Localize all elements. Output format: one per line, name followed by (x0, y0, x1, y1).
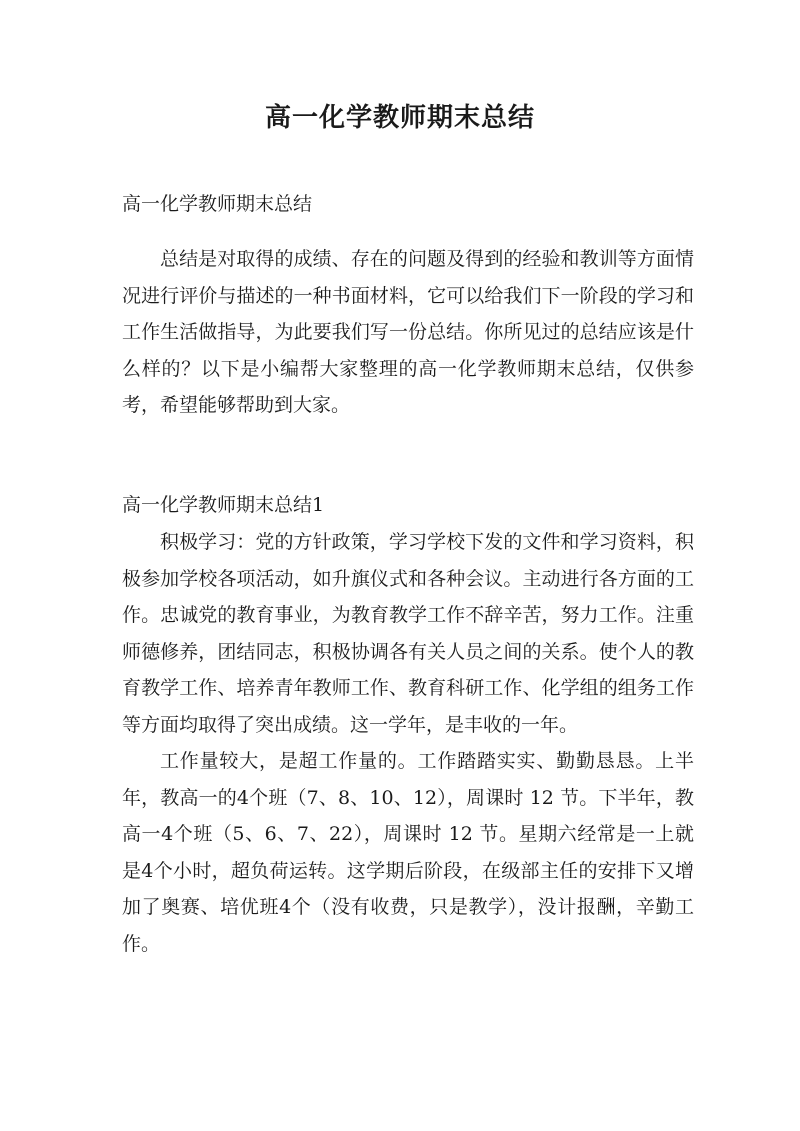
body-paragraph: 积极学习：党的方针政策，学习学校下发的文件和学习资料，积极参加学校各项活动，如升旗仪式和各种会议。主动进行各方面的工作。忠诚党的教育事业，为教育教学工作不辞辛苦，努力工作。注重师德修养，团结同志，积极协调各有关人员之间的关系。使个人的教育教学工作、培养青年教师工作、教育科研工作、化学组的组务工作等方面均取得了突出成绩。这一学年，是丰收的一年。 (122, 531, 694, 736)
body-paragraph: 工作量较大，是超工作量的。工作踏踏实实、勤勤恳恳。上半年，教高一的4个班（7、8、10、12），周课时 12 节。下半年，教高一4个班（5、6、7、22），周课时 12 节。星期六经常是一上就是4个小时，超负荷运转。这学期后阶段，在级部主任的安排下又增加了奥赛、培优班4个（没有收费，只是教学），没计报酬，辛勤工作。 (122, 750, 694, 955)
document-subtitle: 高一化学教师期末总结 (122, 193, 313, 215)
document-title: 高一化学教师期末总结 (264, 103, 535, 133)
section-heading: 高一化学教师期末总结1 (122, 494, 325, 516)
section-body (122, 524, 694, 962)
intro-block (122, 241, 694, 424)
intro-paragraph: 总结是对取得的成绩、存在的问题及得到的经验和教训等方面情况进行评价与描述的一种书面材料，它可以给我们下一阶段的学习和工作生活做指导，为此要我们写一份总结。你所见过的总结应该是什么样的？以下是小编帮大家整理的高一化学教师期末总结，仅供参考，希望能够帮助到大家。 (122, 248, 694, 416)
